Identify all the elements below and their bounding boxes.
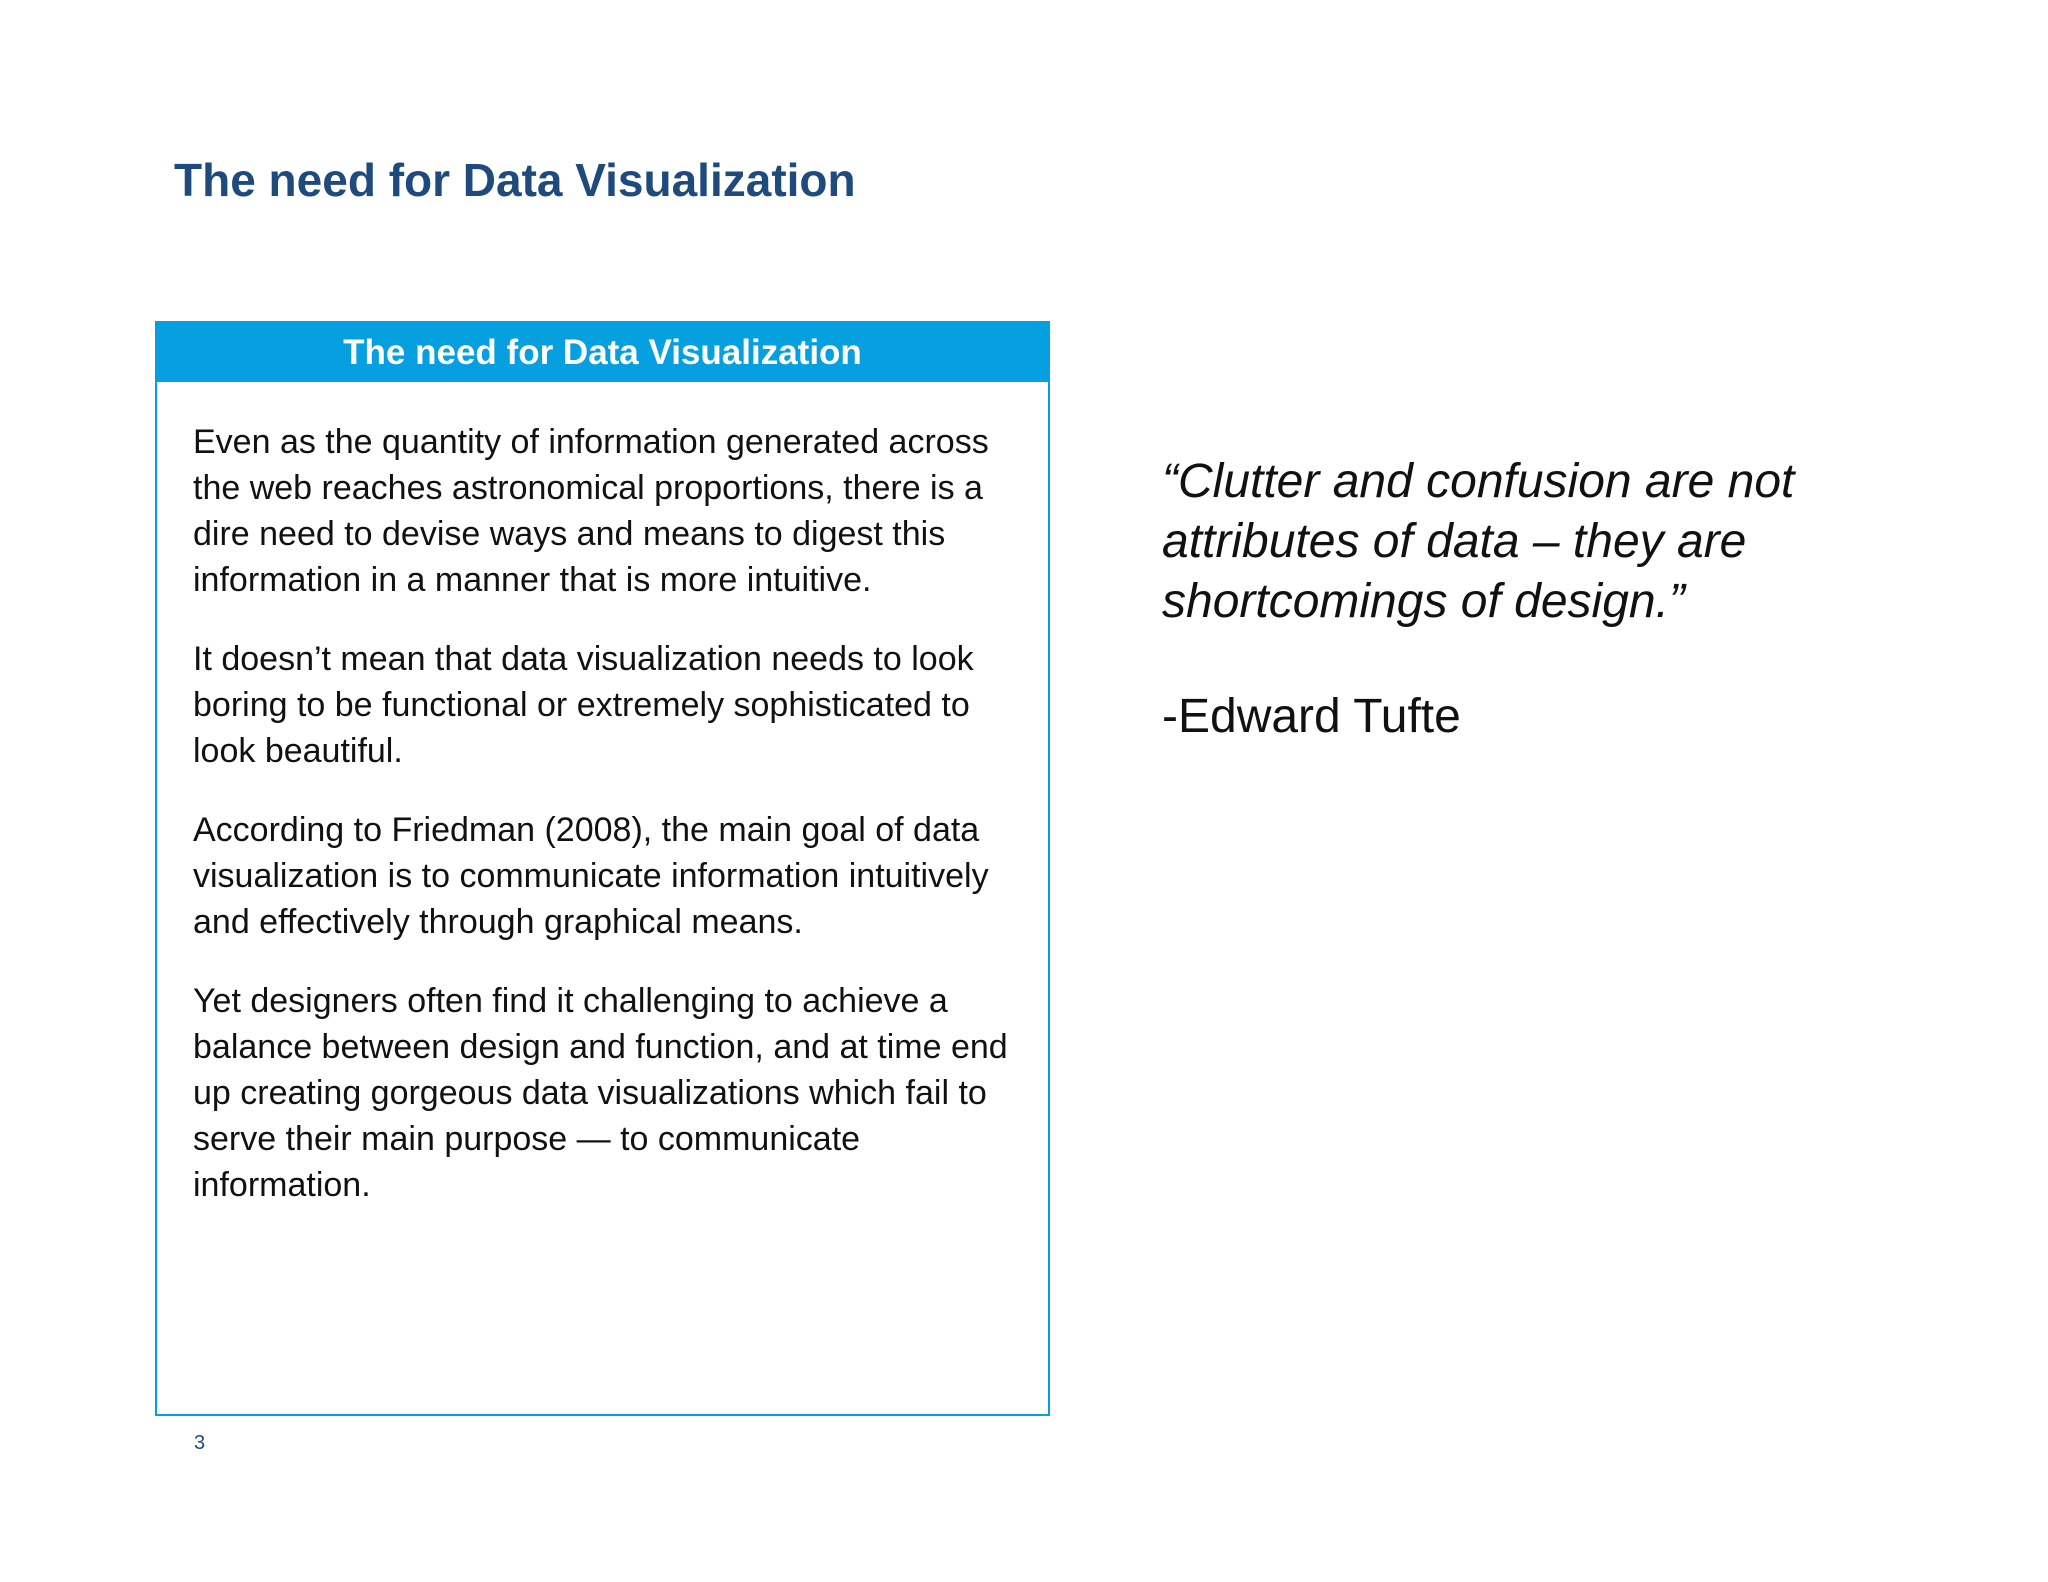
quote-author: -Edward Tufte bbox=[1162, 690, 1461, 743]
info-box bbox=[155, 321, 1050, 1416]
slide-title: The need for Data Visualization bbox=[174, 154, 856, 206]
tufte-quote: “Clutter and confusion are not attributes of data – they are shortcomings of design.” bbox=[1162, 455, 1795, 628]
paragraph-design-balance: Yet designers often find it challenging to achieve a balance between design and function, and at time end up creating gorgeous data visualizations which fail to serve their main purpose — to communicate information. bbox=[193, 982, 1008, 1204]
paragraph-function-vs-beauty: It doesn’t mean that data visualization needs to look boring to be functional or extremely sophisticated to look beautiful. bbox=[193, 640, 974, 770]
info-box-body bbox=[193, 419, 1033, 1241]
paragraph-friedman-goal: According to Friedman (2008), the main goal of data visualization is to communicate information intuitively and effectively through graphical means. bbox=[193, 811, 989, 941]
paragraph-information-growth: Even as the quantity of information generated across the web reaches astronomical proportions, there is a dire need to devise ways and means to digest this information in a manner that is more intuitive. bbox=[193, 423, 989, 599]
page-number: 3 bbox=[194, 1432, 206, 1454]
info-box-header: The need for Data Visualization bbox=[157, 323, 1048, 382]
